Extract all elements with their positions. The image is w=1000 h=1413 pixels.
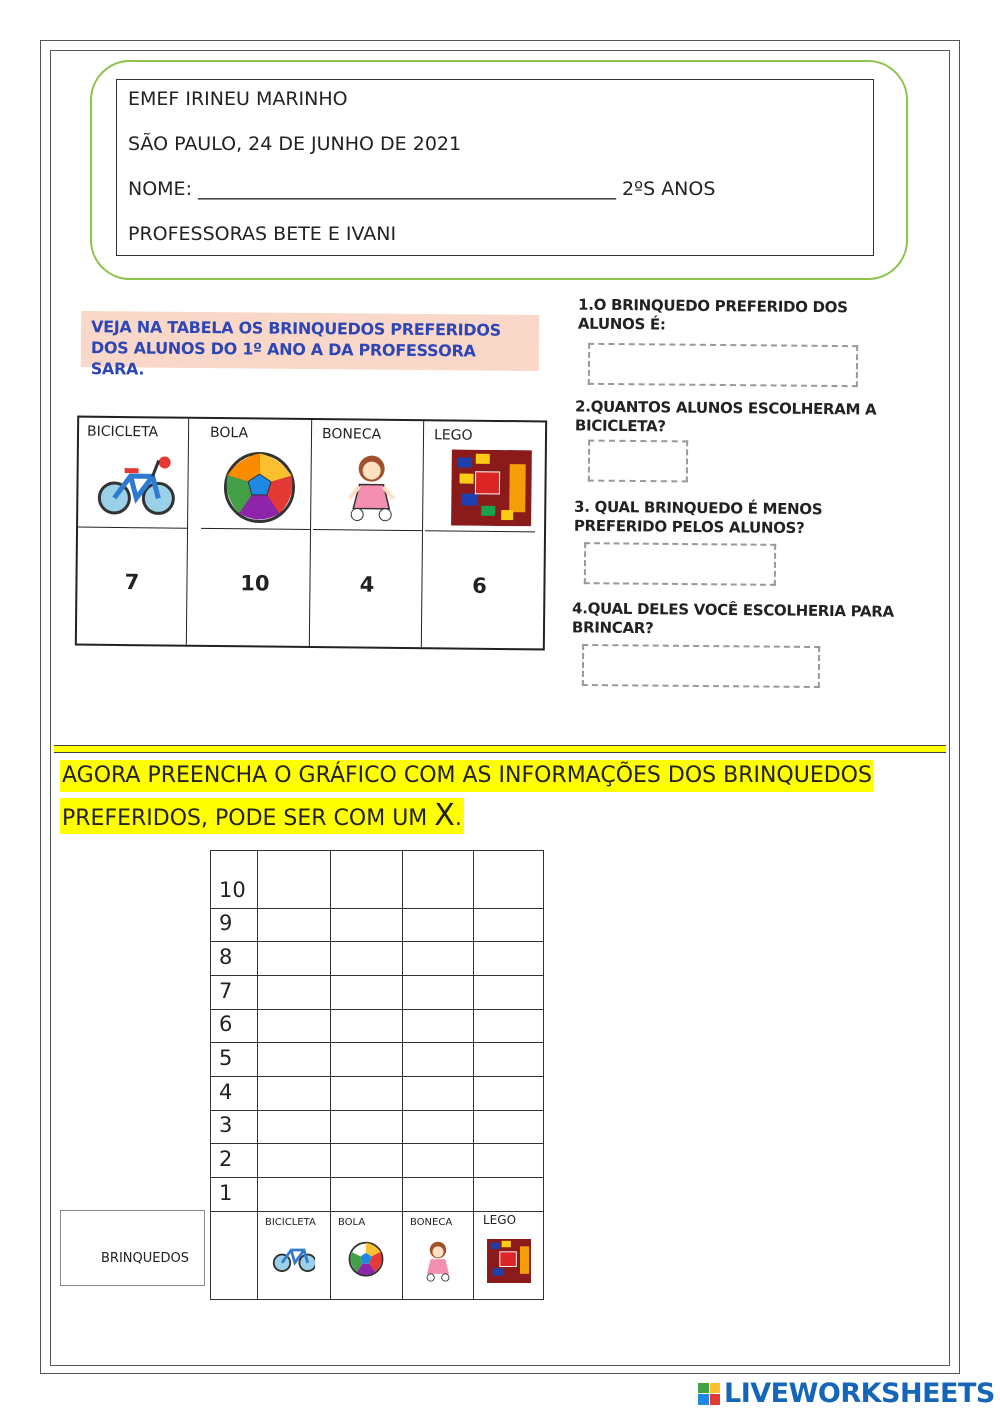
x-axis-label-box (60, 1210, 205, 1286)
doll-icon (416, 1239, 460, 1283)
toy-count: 6 (472, 573, 487, 598)
instruction-line-2: PREFERIDOS, PODE SER COM UM X. (62, 798, 462, 833)
chart-cell-boneca-3[interactable] (402, 1110, 473, 1143)
chart-cell-lego-7[interactable] (473, 975, 545, 1009)
y-scale-label: 4 (219, 1080, 233, 1104)
chart-cell-bicicleta-10[interactable] (257, 851, 330, 908)
chart-cell-bicicleta-7[interactable] (257, 975, 330, 1009)
intro-line-2: DOS ALUNOS DO 1º ANO A DA PROFESSORA SARA. (90, 338, 476, 379)
chart-cell-lego-5[interactable] (473, 1042, 545, 1076)
toy-count: 4 (359, 572, 375, 597)
x-axis-label: BRINQUEDOS (101, 1251, 189, 1266)
y-scale-label: 2 (219, 1147, 233, 1171)
chart-category-label: BONECA (410, 1217, 453, 1228)
chart-cell-lego-6[interactable] (473, 1009, 545, 1042)
toy-count: 7 (124, 570, 140, 595)
chart-cell-lego-2[interactable] (473, 1143, 545, 1177)
chart-cell-bicicleta-9[interactable] (257, 908, 330, 941)
chart-cell-lego-9[interactable] (473, 908, 545, 941)
answer-1-input[interactable] (588, 343, 858, 387)
school-name: EMEF IRINEU MARINHO (128, 88, 348, 110)
toy-column-lego (424, 421, 536, 648)
y-scale-label: 1 (219, 1181, 233, 1205)
liveworksheets-icon (698, 1383, 720, 1405)
toy-name: BONECA (321, 426, 382, 443)
question-1: 1.O BRINQUEDO PREFERIDO DOS ALUNOS É: (577, 295, 848, 334)
chart-cell-bicicleta-8[interactable] (257, 941, 330, 975)
answer-3-input[interactable] (584, 542, 776, 586)
toy-column-bola (200, 419, 312, 646)
y-scale-label: 8 (219, 945, 233, 969)
fill-in-chart-grid (210, 850, 544, 1300)
toy-column-bicicleta (77, 418, 189, 645)
chart-category-label: LEGO (483, 1213, 517, 1227)
chart-cell-bicicleta-1[interactable] (257, 1177, 330, 1211)
bicycle-icon (96, 446, 177, 523)
chart-cell-lego-3[interactable] (473, 1110, 545, 1143)
teachers-line: PROFESSORAS BETE E IVANI (128, 223, 397, 245)
x-mark-text: X (434, 798, 455, 833)
chart-cell-bicicleta-4[interactable] (257, 1076, 330, 1110)
chart-cell-lego-10[interactable] (473, 851, 545, 908)
chart-cell-bola-3[interactable] (330, 1110, 402, 1143)
chart-cell-boneca-8[interactable] (402, 941, 473, 975)
answer-2-input[interactable] (588, 440, 688, 483)
soccer-ball-icon (219, 447, 300, 524)
chart-cell-bola-10[interactable] (330, 851, 402, 908)
chart-cell-lego-8[interactable] (473, 941, 545, 975)
chart-cell-boneca-9[interactable] (402, 908, 473, 941)
brand-name: LIVEWORKSHEETS (724, 1378, 995, 1409)
chart-cell-bola-1[interactable] (330, 1177, 402, 1211)
answer-4-input[interactable] (582, 644, 820, 688)
toy-name: BICICLETA (86, 423, 159, 441)
toy-name: BOLA (209, 424, 249, 442)
chart-category-label: BOLA (338, 1217, 366, 1228)
doll-icon (331, 448, 412, 525)
chart-cell-bola-6[interactable] (330, 1009, 402, 1042)
toy-name: LEGO (433, 427, 473, 444)
chart-cell-boneca-6[interactable] (402, 1009, 473, 1042)
intro-banner (81, 311, 539, 379)
soccer-ball-icon (344, 1239, 388, 1283)
question-3: 3. QUAL BRINQUEDO É MENOS PREFERIDO PELOS ALUNOS? (573, 497, 823, 538)
chart-cell-boneca-4[interactable] (402, 1076, 473, 1110)
y-scale-label: 5 (219, 1046, 233, 1070)
y-scale-label: 3 (219, 1113, 233, 1137)
chart-cell-bola-8[interactable] (330, 941, 402, 975)
chart-cell-bola-5[interactable] (330, 1042, 402, 1076)
question-4: 4.QUAL DELES VOCÊ ESCOLHERIA PARA BRINCAR? (571, 599, 894, 638)
chart-cell-bicicleta-5[interactable] (257, 1042, 330, 1076)
chart-cell-boneca-1[interactable] (402, 1177, 473, 1211)
section-divider (54, 745, 946, 753)
y-scale-label: 6 (219, 1012, 233, 1036)
lego-icon (487, 1239, 531, 1283)
toy-preference-table (75, 416, 547, 651)
chart-cell-lego-1[interactable] (473, 1177, 545, 1211)
chart-category-label: BICICLETA (265, 1217, 316, 1228)
chart-cell-bicicleta-3[interactable] (257, 1110, 330, 1143)
bicycle-icon (271, 1239, 315, 1283)
chart-cell-boneca-10[interactable] (402, 851, 473, 908)
liveworksheets-logo (698, 1378, 995, 1409)
chart-cell-bola-2[interactable] (330, 1143, 402, 1177)
date-line: SÃO PAULO, 24 DE JUNHO DE 2021 (128, 133, 462, 155)
chart-cell-boneca-7[interactable] (402, 975, 473, 1009)
chart-cell-lego-4[interactable] (473, 1076, 545, 1110)
grid-horizontal-line (211, 1211, 543, 1212)
chart-cell-bola-4[interactable] (330, 1076, 402, 1110)
lego-icon (441, 449, 542, 526)
chart-cell-boneca-5[interactable] (402, 1042, 473, 1076)
instruction-line-1: AGORA PREENCHA O GRÁFICO COM AS INFORMAÇÕES DOS BRINQUEDOS (60, 760, 874, 792)
y-scale-label: 10 (219, 878, 246, 902)
y-scale-label: 7 (219, 979, 233, 1003)
chart-cell-bola-9[interactable] (330, 908, 402, 941)
chart-cell-bicicleta-2[interactable] (257, 1143, 330, 1177)
intro-line-1: VEJA NA TABELA OS BRINQUEDOS PREFERIDOS (91, 317, 501, 340)
chart-cell-bicicleta-6[interactable] (257, 1009, 330, 1042)
toy-column-boneca (312, 420, 424, 647)
toy-count: 10 (240, 571, 270, 596)
y-scale-label: 9 (219, 911, 233, 935)
chart-cell-bola-7[interactable] (330, 975, 402, 1009)
chart-cell-boneca-2[interactable] (402, 1143, 473, 1177)
question-2: 2.QUANTOS ALUNOS ESCOLHERAM A BICICLETA? (574, 397, 877, 436)
name-line: NOME: ____________________________________________ 2ºS ANOS (128, 178, 716, 200)
